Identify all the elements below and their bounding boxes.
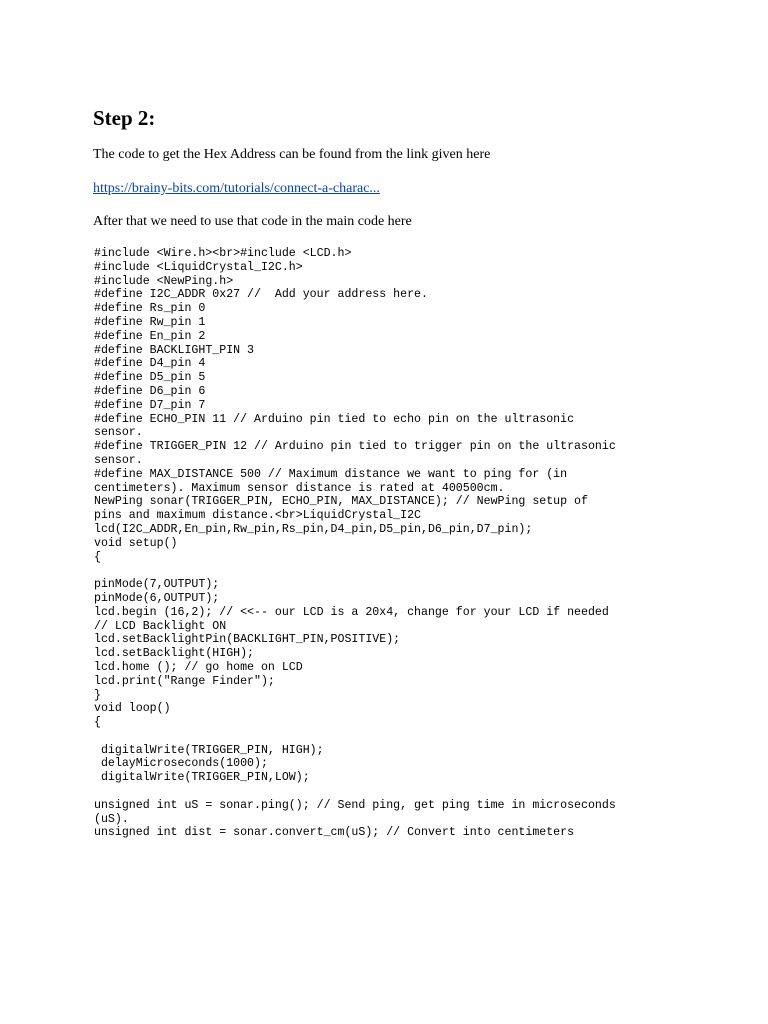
code-line: lcd(I2C_ADDR,En_pin,Rw_pin,Rs_pin,D4_pin,D5_pin,D6_pin,D7_pin);	[94, 522, 533, 536]
code-line	[94, 564, 714, 578]
code-line: #define ECHO_PIN 11 // Arduino pin tied to echo pin on the ultrasonic	[94, 412, 575, 426]
code-line: #define I2C_ADDR 0x27 // Add your address here.	[94, 288, 428, 302]
code-line: lcd.begin (16,2); // <<-- our LCD is a 20x4, change for your LCD if needed	[94, 605, 609, 619]
code-line: #define En_pin 2	[94, 329, 206, 343]
code-line: sensor.	[94, 426, 143, 440]
code-line: lcd.setBacklightPin(BACKLIGHT_PIN,POSITIVE);	[94, 633, 401, 647]
code-line: #define Rs_pin 0	[94, 302, 206, 316]
followup-paragraph: After that we need to use that code in the main code here	[93, 214, 412, 229]
code-line: // LCD Backlight ON	[94, 619, 227, 633]
code-line: #define Rw_pin 1	[94, 315, 206, 329]
code-line: void setup()	[94, 536, 178, 550]
code-line: #define BACKLIGHT_PIN 3	[94, 343, 255, 357]
code-line: #include <Wire.h><br>#include <LCD.h>	[94, 247, 352, 260]
code-line: NewPing sonar(TRIGGER_PIN, ECHO_PIN, MAX_DISTANCE); // NewPing setup of	[94, 495, 588, 509]
code-line: {	[94, 550, 101, 564]
step-heading: Step 2:	[93, 106, 156, 130]
code-line: pinMode(7,OUTPUT);	[94, 578, 220, 592]
code-line: #define MAX_DISTANCE 500 // Maximum distance we want to ping for (in	[94, 467, 568, 481]
code-line: #include <NewPing.h>	[94, 274, 234, 288]
code-line: #define D5_pin 5	[94, 371, 206, 385]
code-line: digitalWrite(TRIGGER_PIN,LOW);	[94, 771, 310, 785]
code-line: }	[94, 688, 101, 702]
code-line: (uS).	[94, 812, 129, 826]
code-line: void loop()	[94, 702, 171, 716]
code-line: {	[94, 716, 101, 730]
code-line: lcd.home (); // go home on LCD	[94, 660, 303, 674]
code-line: pins and maximum distance.<br>LiquidCrystal_I2C	[94, 509, 421, 523]
code-line: #define D7_pin 7	[94, 398, 206, 412]
code-line: lcd.print("Range Finder");	[94, 674, 275, 688]
code-line: digitalWrite(TRIGGER_PIN, HIGH);	[94, 743, 324, 757]
code-line: centimeters). Maximum sensor distance is rated at 400500cm.	[94, 481, 505, 495]
code-line: sensor.	[94, 453, 143, 467]
intro-paragraph: The code to get the Hex Address can be found from the link given here	[93, 147, 491, 162]
code-line	[94, 785, 714, 799]
tutorial-link[interactable]: https://brainy-bits.com/tutorials/connect-a-charac...	[93, 181, 380, 196]
code-line: pinMode(6,OUTPUT);	[94, 591, 220, 605]
code-line: lcd.setBacklight(HIGH);	[94, 647, 255, 661]
code-line: #include <LiquidCrystal_I2C.h>	[94, 260, 303, 274]
code-line: #define D6_pin 6	[94, 384, 206, 398]
code-block	[94, 247, 714, 840]
code-line: unsigned int dist = sonar.convert_cm(uS); // Convert into centimeters	[94, 826, 575, 840]
code-line: #define TRIGGER_PIN 12 // Arduino pin tied to trigger pin on the ultrasonic	[94, 440, 616, 454]
code-line: unsigned int uS = sonar.ping(); // Send ping, get ping time in microseconds	[94, 798, 616, 812]
code-line: delayMicroseconds(1000);	[94, 757, 268, 771]
code-line	[94, 730, 714, 744]
code-line: #define D4_pin 4	[94, 357, 206, 371]
